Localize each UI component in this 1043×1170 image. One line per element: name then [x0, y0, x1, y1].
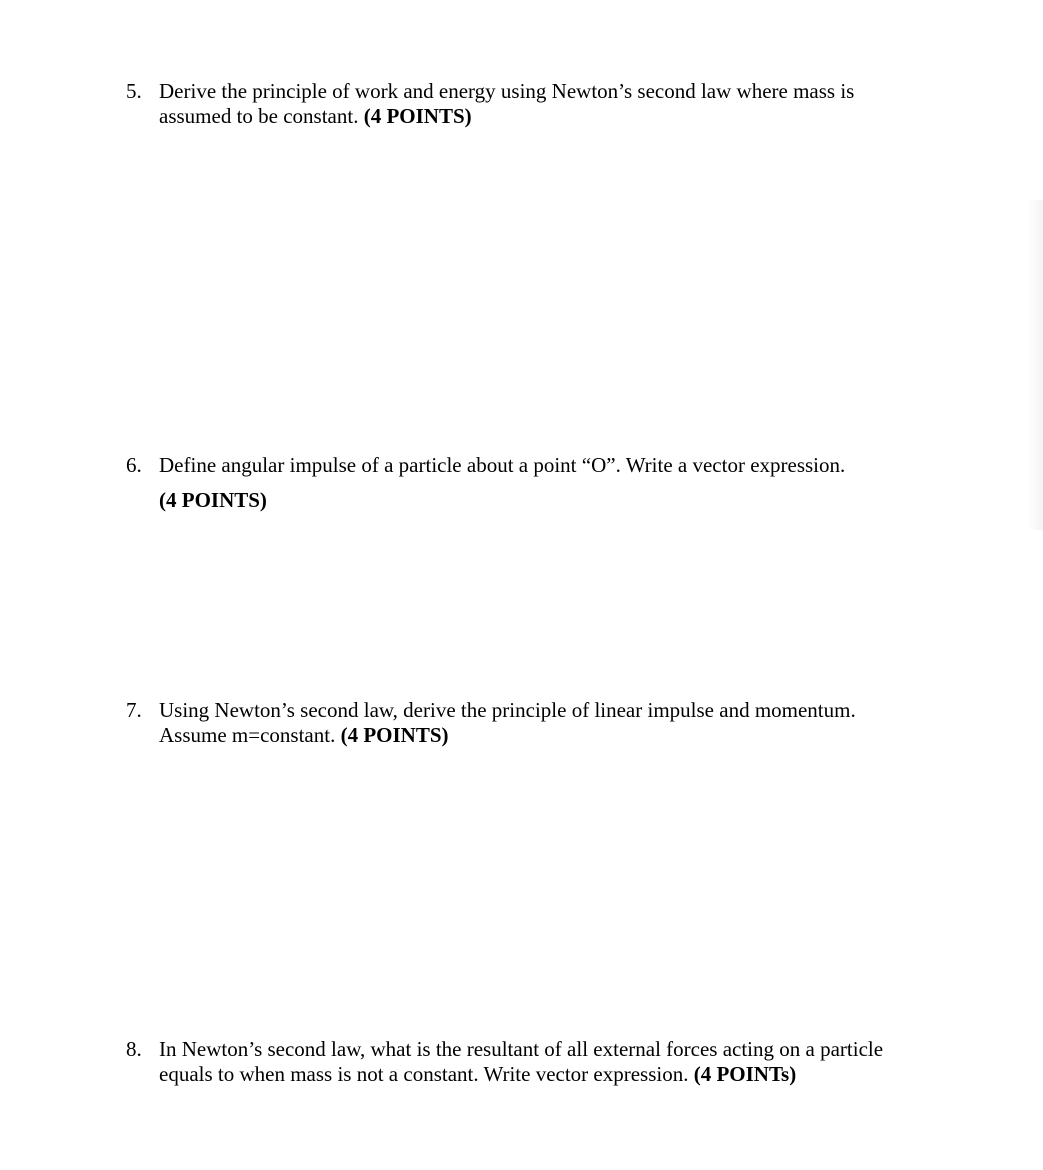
question-text: Using Newton’s second law, derive the principle of linear impulse and momentum. Assume m=constant. [159, 698, 856, 747]
question-points: (4 POINTS) [363, 104, 472, 128]
question-text: Define angular impulse of a particle about a point “O”. Write a vector expression. [159, 453, 846, 477]
question-number: 8. [126, 1037, 142, 1061]
question-text-block [159, 453, 916, 513]
question-number: 5. [126, 79, 142, 103]
question-text-block [159, 1037, 916, 1087]
question-text-block [159, 79, 916, 129]
question-number: 7. [126, 698, 142, 722]
page-edge-shadow [1028, 200, 1043, 530]
question-5 [126, 79, 916, 129]
question-text: Derive the principle of work and energy using Newton’s second law where mass is assumed to be constant. [159, 79, 855, 128]
question-8 [126, 1037, 916, 1087]
question-text: In Newton’s second law, what is the resultant of all external forces acting on a particle equals to when mass is not a constant. Write vector expression. [159, 1037, 884, 1086]
question-number: 6. [126, 453, 142, 477]
question-points: (4 POINTS) [340, 723, 449, 747]
question-points: (4 POINTS) [159, 488, 267, 512]
question-text-block [159, 698, 916, 748]
question-7 [126, 698, 916, 748]
question-6 [126, 453, 916, 513]
question-points: (4 POINTs) [693, 1062, 797, 1086]
